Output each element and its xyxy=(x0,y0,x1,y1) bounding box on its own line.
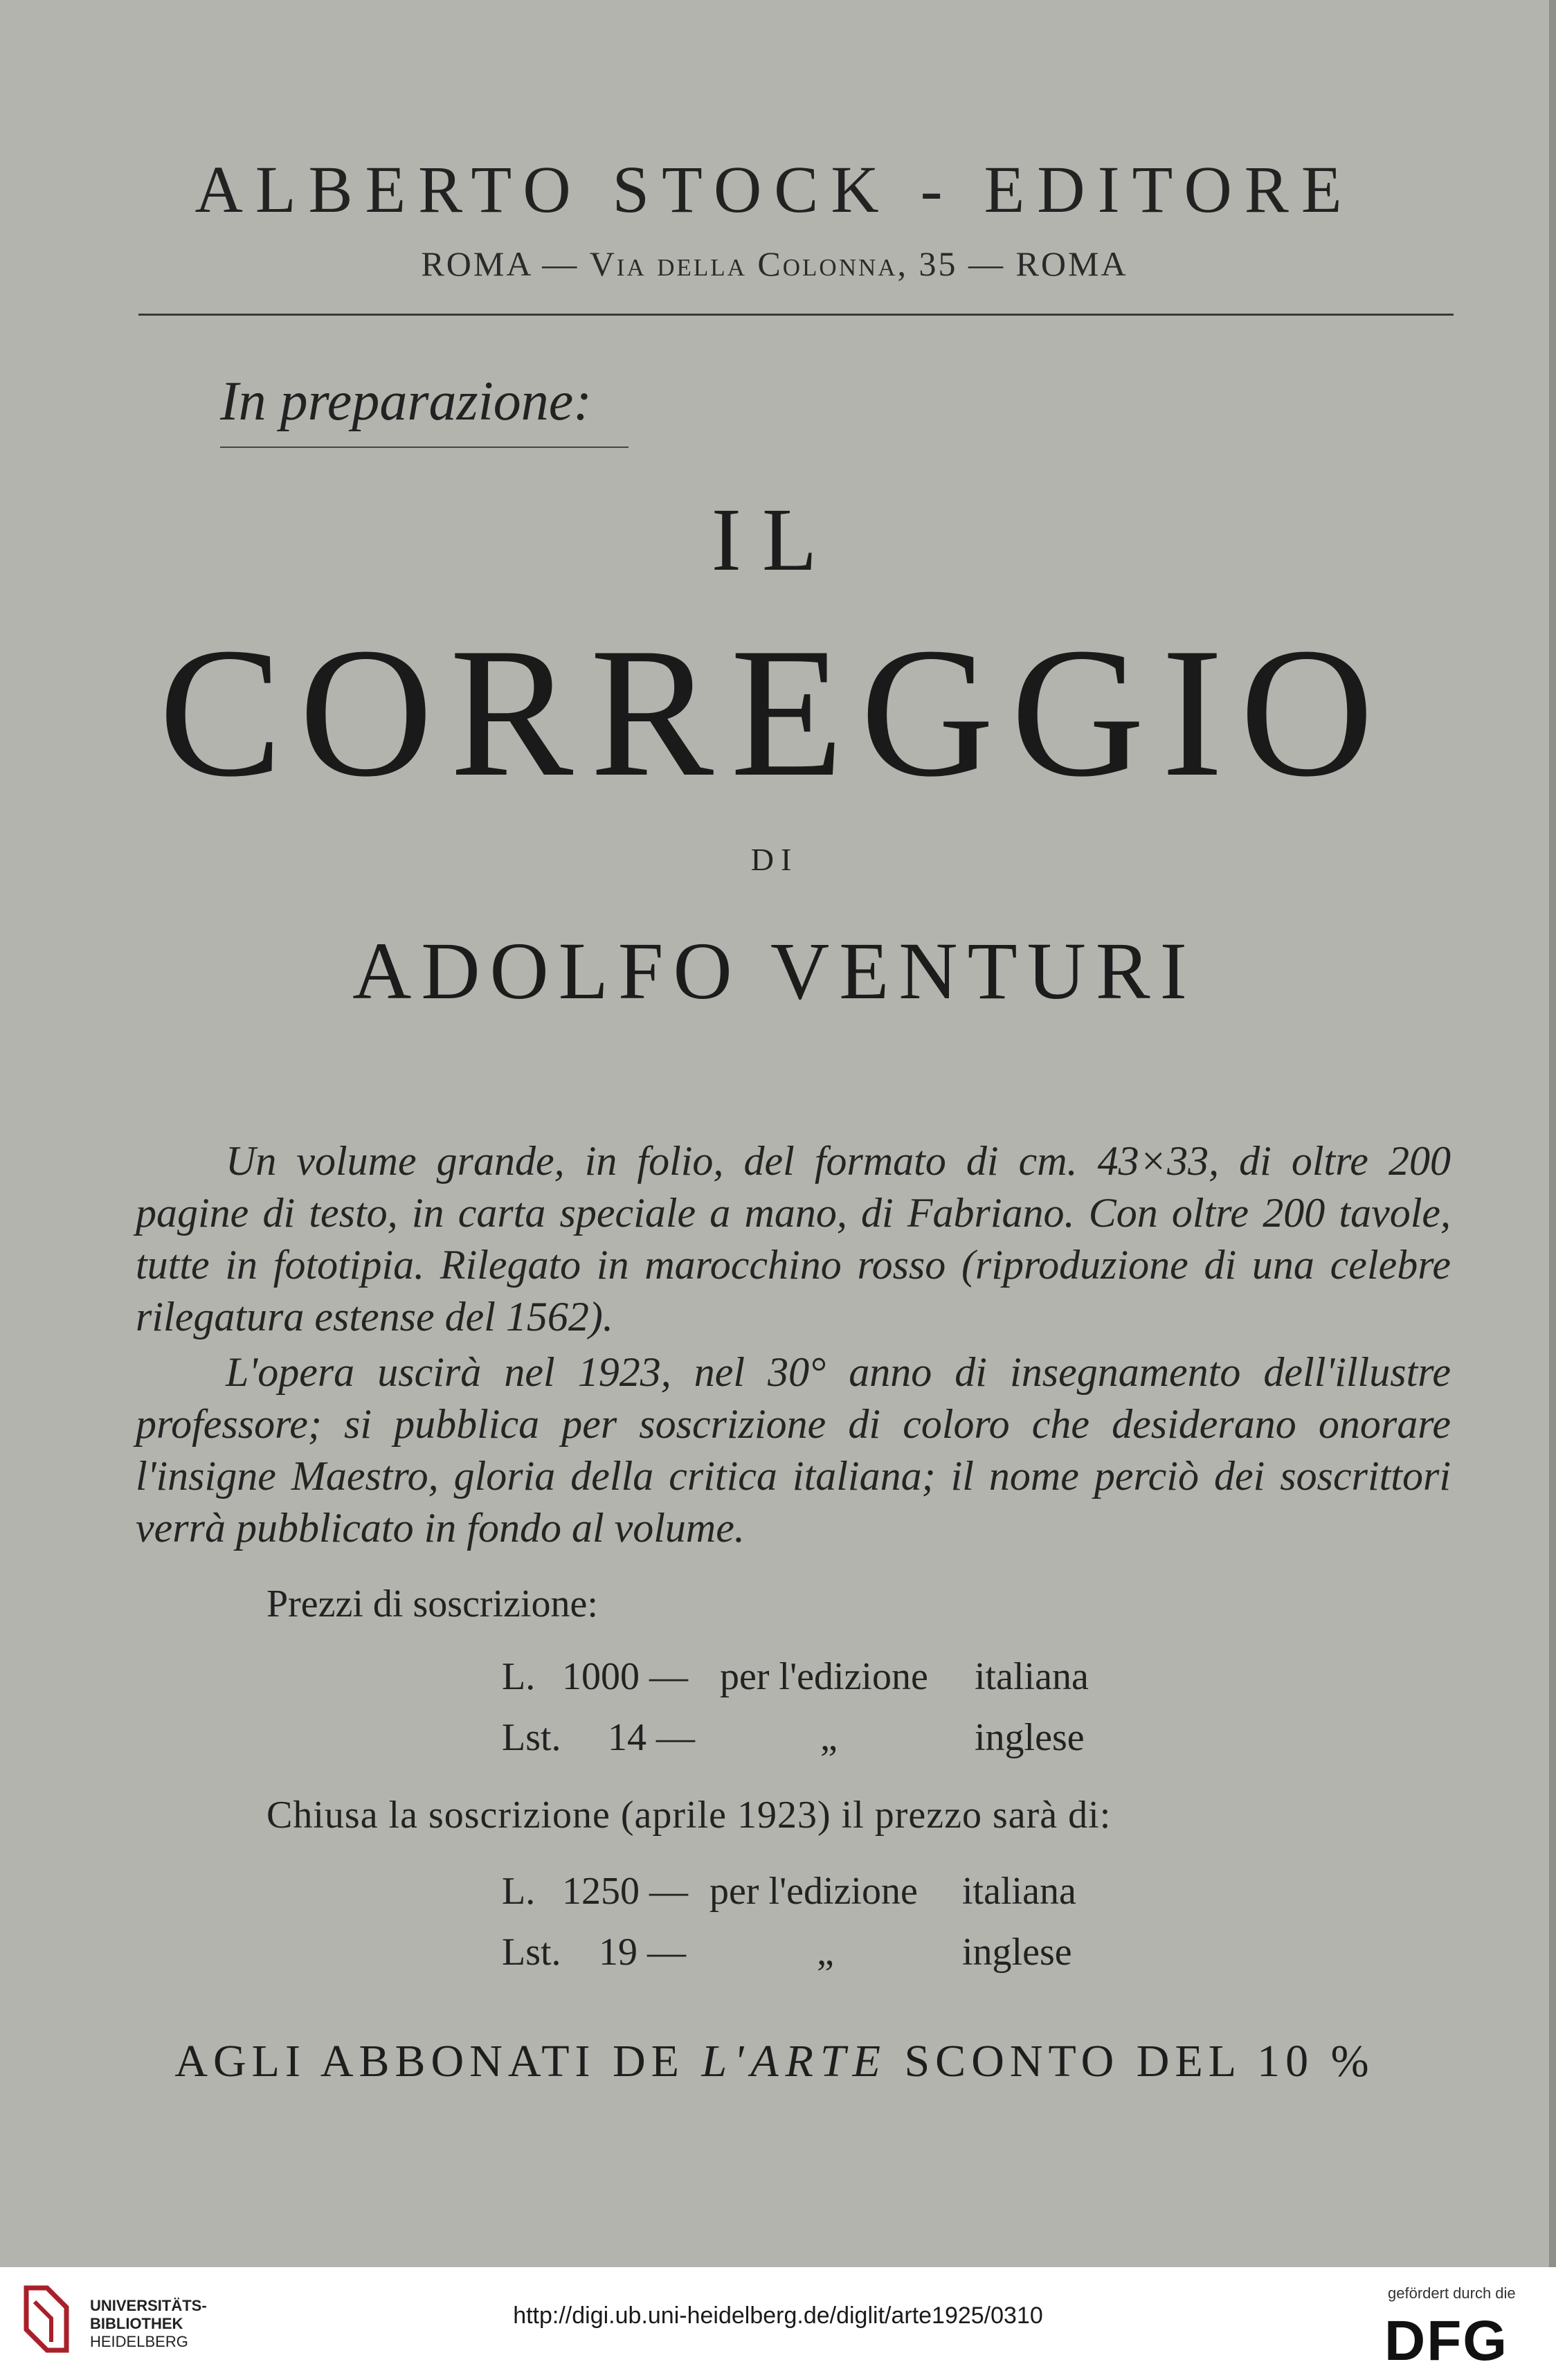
price-currency: L. xyxy=(502,1870,536,1913)
price-currency: Lst. xyxy=(502,1716,561,1759)
price-currency: Lst. xyxy=(502,1931,561,1974)
address-dash: — xyxy=(531,244,590,283)
in-preparation-label: In preparazione: xyxy=(220,371,592,432)
price-currency: L. xyxy=(502,1655,536,1698)
notice-before: AGLI ABBONATI DE xyxy=(174,2036,702,2086)
post-subscription-heading: Chiusa la soscrizione (aprile 1923) il prezzo sarà di: xyxy=(266,1794,1112,1837)
permalink-url[interactable]: http://digi.ub.uni-heidelberg.de/diglit/arte1925/0310 xyxy=(513,2302,1043,2329)
library-line: HEIDELBERG xyxy=(90,2333,188,2350)
description-paragraph-2: L'opera uscirà nel 1923, nel 30° anno di insegnamento dell'illustre professore; si pubblica per soscrizione di coloro che desiderano onorare l'insigne Maestro, gloria della critica italiana; il nome perciò dei soscrittori verrà pubblicato in fondo al volume. xyxy=(136,1349,1451,1551)
price-edition-prefix: per l'edizione xyxy=(720,1655,928,1698)
price-edition: inglese xyxy=(975,1716,1085,1759)
address-number: , 35 xyxy=(897,244,958,283)
price-row xyxy=(0,1655,1556,1710)
library-line: BIBLIOTHEK xyxy=(90,2315,183,2332)
price-edition-prefix: „ xyxy=(817,1931,834,1974)
price-amount: 1250 — xyxy=(562,1870,688,1913)
address-street: Via della Colonna xyxy=(589,244,898,283)
address-city-left: ROMA xyxy=(421,244,532,283)
subscription-prices-heading: Prezzi di soscrizione: xyxy=(266,1583,598,1625)
subscriber-discount-notice xyxy=(0,2035,1549,2088)
title-main: CORREGGIO xyxy=(159,609,1391,815)
journal-name: L'ARTE xyxy=(701,2036,887,2086)
price-amount: 14 — xyxy=(608,1716,695,1759)
header-divider xyxy=(138,314,1454,316)
price-edition: italiana xyxy=(962,1870,1076,1913)
library-line: UNIVERSITÄTS- xyxy=(90,2297,207,2314)
dfg-logo: DFG xyxy=(1384,2309,1509,2372)
price-row xyxy=(0,1715,1556,1771)
price-row xyxy=(0,1930,1556,1985)
price-edition: italiana xyxy=(975,1655,1089,1698)
publisher-name: ALBERTO STOCK - EDITORE xyxy=(194,152,1355,226)
notice-after: SCONTO DEL 10 % xyxy=(887,2036,1375,2086)
price-edition-prefix: per l'edizione xyxy=(709,1870,918,1913)
price-edition-prefix: „ xyxy=(820,1716,838,1759)
publisher-address xyxy=(0,244,1549,284)
title-article: IL xyxy=(711,490,838,590)
description-paragraph-1: Un volume grande, in folio, del formato di cm. 43×33, di oltre 200 pagine di testo, in carta speciale a mano, di Fabriano. Con oltre 200 tavole, tutte in fototipia. Rilegato in marocchino rosso (riproduzione di una celebre rilegatura estense del 1562). xyxy=(136,1138,1451,1340)
price-amount: 19 — xyxy=(599,1931,686,1974)
address-city-right: ROMA xyxy=(1015,244,1128,283)
funding-caption: gefördert durch die xyxy=(1388,2284,1516,2302)
price-row xyxy=(0,1869,1556,1924)
address-dash: — xyxy=(957,244,1016,283)
author-name: ADOLFO VENTURI xyxy=(352,926,1197,1016)
in-preparation-underline xyxy=(220,447,628,448)
title-by: DI xyxy=(750,842,799,877)
price-edition: inglese xyxy=(962,1931,1072,1974)
price-amount: 1000 — xyxy=(562,1655,688,1698)
